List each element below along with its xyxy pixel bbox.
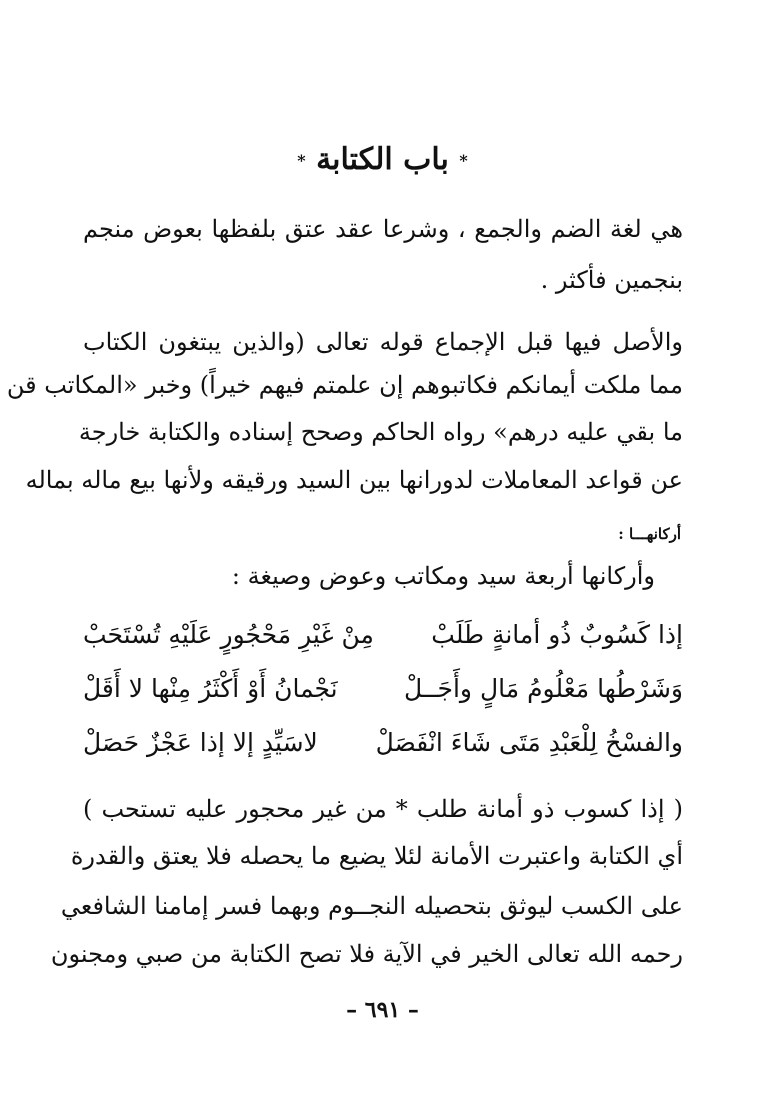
- paragraph3-line4: رحمه الله تعالى الخير في الآية فلا تصح الكتابة من صبي ومجنون: [50, 940, 683, 968]
- poem-verse-first-hemistich: والفسْخُ لِلْعَبْدِ مَتَى شَاءَ انْفَصَلْ: [375, 728, 683, 757]
- paragraph2-line4: عن قواعد المعاملات لدورانها بين السيد ورقيقه ولأنها بيع ماله بماله: [25, 466, 683, 494]
- poem-verse: [83, 721, 683, 765]
- paragraph2-line1: والأصل فيها قبل الإجماع قوله تعالى (والذين يبتغون الكتاب: [83, 328, 683, 356]
- chapter-title-text: باب الكتابة: [316, 142, 449, 177]
- paragraph3-line3: على الكسب ليوثق بتحصيله النجــوم وبهما فسر إمامنا الشافعي: [60, 892, 683, 920]
- paragraph3-line1: ( إذا كسوب ذو أمانة طلب * من غير محجور عليه تستحب ): [83, 795, 683, 823]
- paragraph2-line3: ما بقي عليه درهم» رواه الحاكم وصحح إسناده والكتابة خارجة: [78, 418, 683, 446]
- page-number: – ٦٩١ –: [346, 997, 419, 1023]
- poem-verse-second-hemistich: نَجْمانُ أَوْ أَكْثَرُ مِنْها لا أَقَلْ: [83, 674, 338, 703]
- poem-verse-first-hemistich: وَشَرْطُها مَعْلُومُ مَالٍ وأَجَــلْ: [403, 674, 683, 703]
- paragraph1-line1: هي لغة الضم والجمع ، وشرعا عقد عتق بلفظها بعوض منجم: [83, 215, 683, 243]
- title-star-right: *: [459, 151, 468, 170]
- pillars-subheading: أركانهـــا :: [618, 525, 681, 543]
- paragraph1-line2: بنجمين فأكثر .: [540, 266, 683, 294]
- title-star-left: *: [297, 151, 306, 170]
- chapter-title: [0, 138, 765, 183]
- pillars-line: وأركانها أربعة سيد ومكاتب وعوض وصيغة :: [231, 562, 655, 590]
- poem-verse-second-hemistich: مِنْ غَيْرِ مَحْجُورٍ عَلَيْهِ تُسْتَحَبْ: [83, 620, 374, 649]
- poem-verse-second-hemistich: لاسَيِّدٍ إلا إذا عَجْزٌ حَصَلْ: [83, 728, 318, 757]
- poem-verse: [83, 613, 683, 657]
- poem-verse: [83, 667, 683, 711]
- paragraph3-line2: أي الكتابة واعتبرت الأمانة لئلا يضيع ما يحصله فلا يعتق والقدرة: [70, 842, 683, 870]
- poem-verse-first-hemistich: إذا كَسُوبٌ ذُو أمانةٍ طَلَبْ: [431, 620, 683, 649]
- paragraph2-line2: مما ملكت أيمانكم فكاتبوهم إن علمتم فيهم خيراً) وخبر «المكاتب قن: [6, 371, 683, 399]
